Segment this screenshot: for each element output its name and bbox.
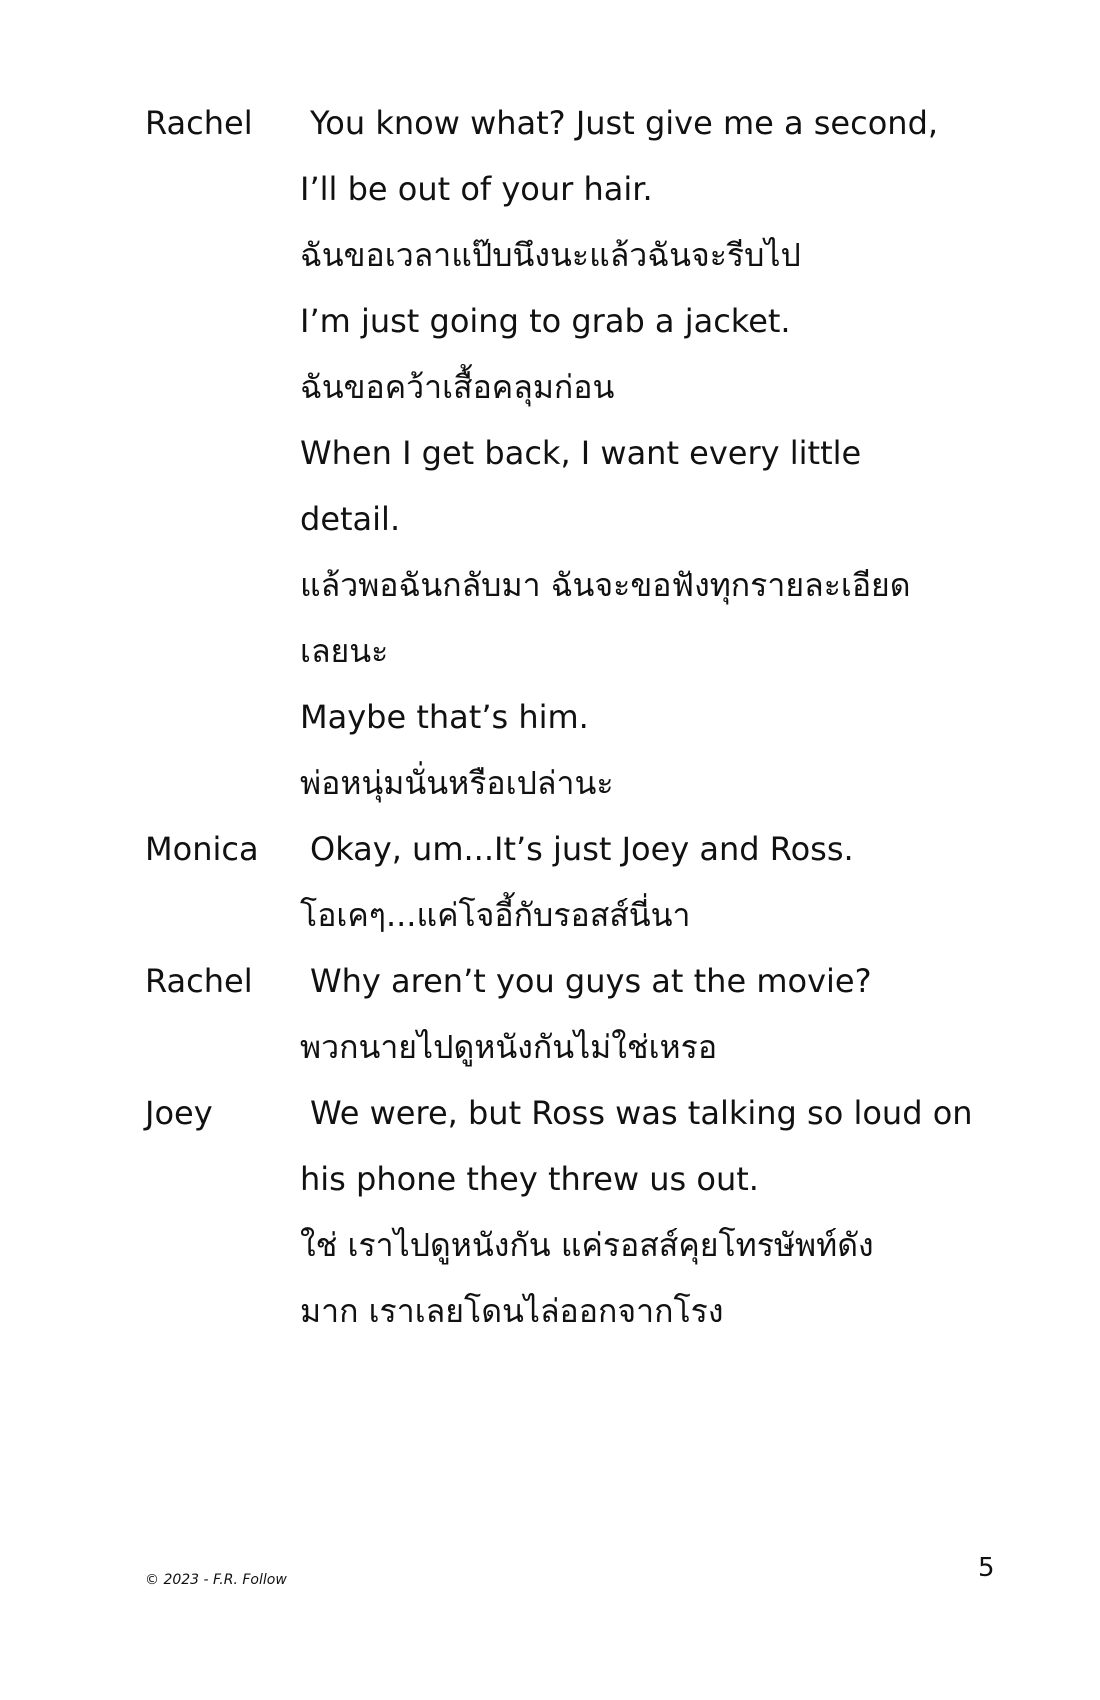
speaker-name: Rachel bbox=[145, 104, 253, 142]
copyright-notice: © 2023 - F.R. Follow bbox=[145, 1572, 287, 1588]
dialogue-line: Okay, um...It’s just Joey and Ross. bbox=[310, 830, 854, 868]
dialogue-line: I’ll be out of your hair. bbox=[300, 170, 653, 208]
dialogue-line: You know what? Just give me a second, bbox=[310, 104, 939, 142]
dialogue-line-thai: แล้วพอฉันกลับมา ฉันจะขอฟังทุกรายละเอียด bbox=[300, 566, 911, 604]
dialogue-line-thai: โอเคๆ...แค่โจอี้กับรอสส์นี่นา bbox=[300, 896, 691, 934]
dialogue-line: Maybe that’s him. bbox=[300, 698, 589, 736]
dialogue-line-thai: ฉันขอเวลาแป๊บนึงนะแล้วฉันจะรีบไป bbox=[300, 236, 801, 274]
dialogue-line: When I get back, I want every little bbox=[300, 434, 862, 472]
speaker-name: Rachel bbox=[145, 962, 253, 1000]
page-number: 5 bbox=[978, 1553, 995, 1583]
dialogue-line-thai: เลยนะ bbox=[300, 632, 389, 670]
dialogue-line-thai: พวกนายไปดูหนังกันไม่ใช่เหรอ bbox=[300, 1028, 718, 1066]
speaker-name: Joey bbox=[145, 1094, 213, 1132]
dialogue-line: We were, but Ross was talking so loud on bbox=[310, 1094, 973, 1132]
dialogue-line-thai: มาก เราเลยโดนไล่ออกจากโรง bbox=[300, 1292, 724, 1330]
dialogue-line: I’m just going to grab a jacket. bbox=[300, 302, 791, 340]
dialogue-line-thai: พ่อหนุ่มนั่นหรือเปล่านะ bbox=[300, 764, 614, 802]
dialogue-line: Why aren’t you guys at the movie? bbox=[310, 962, 872, 1000]
dialogue-line-thai: ฉันขอคว้าเสื้อคลุมก่อน bbox=[300, 368, 615, 406]
dialogue-line: detail. bbox=[300, 500, 401, 538]
speaker-name: Monica bbox=[145, 830, 259, 868]
dialogue-line-thai: ใช่ เราไปดูหนังกัน แค่รอสส์คุยโทรษัพท์ดัง bbox=[300, 1226, 874, 1264]
dialogue-line: his phone they threw us out. bbox=[300, 1160, 759, 1198]
